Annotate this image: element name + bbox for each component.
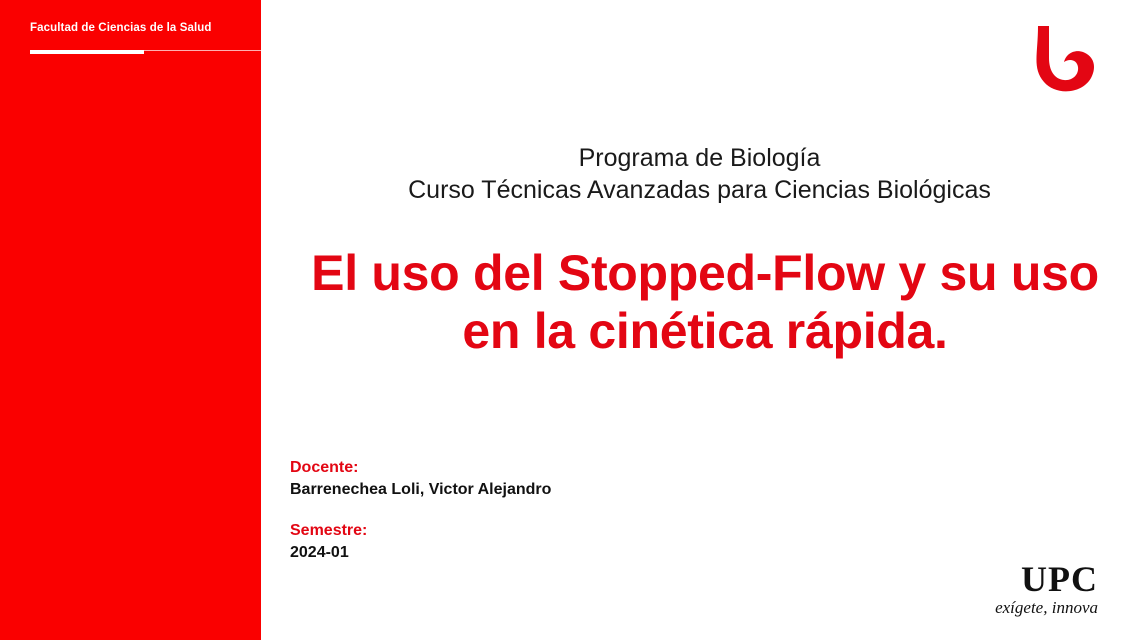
term-group <box>290 520 551 564</box>
term-value: 2024-01 <box>290 544 349 561</box>
faculty-label: Facultad de Ciencias de la Salud <box>30 22 212 34</box>
teacher-value: Barrenechea Loli, Victor Alejandro <box>290 481 552 498</box>
divider-accent <box>30 50 144 54</box>
teacher-group <box>290 457 551 501</box>
brand-name: UPC <box>1021 559 1098 599</box>
upc-logo-icon <box>1028 20 1100 100</box>
brand-footer <box>995 561 1098 618</box>
term-label: Semestre: <box>290 522 368 539</box>
brand-tagline: exígete, innova <box>995 598 1098 617</box>
program-line-1: Programa de Biología <box>578 144 821 172</box>
teacher-label: Docente: <box>290 459 359 476</box>
program-line-2: Curso Técnicas Avanzadas para Ciencias Biológicas <box>408 176 991 204</box>
program-subtitle <box>261 142 1138 206</box>
page-title: El uso del Stopped-Flow y su uso en la cinética rápida. <box>311 245 1099 359</box>
left-red-panel <box>0 0 261 640</box>
meta-block <box>290 457 551 564</box>
